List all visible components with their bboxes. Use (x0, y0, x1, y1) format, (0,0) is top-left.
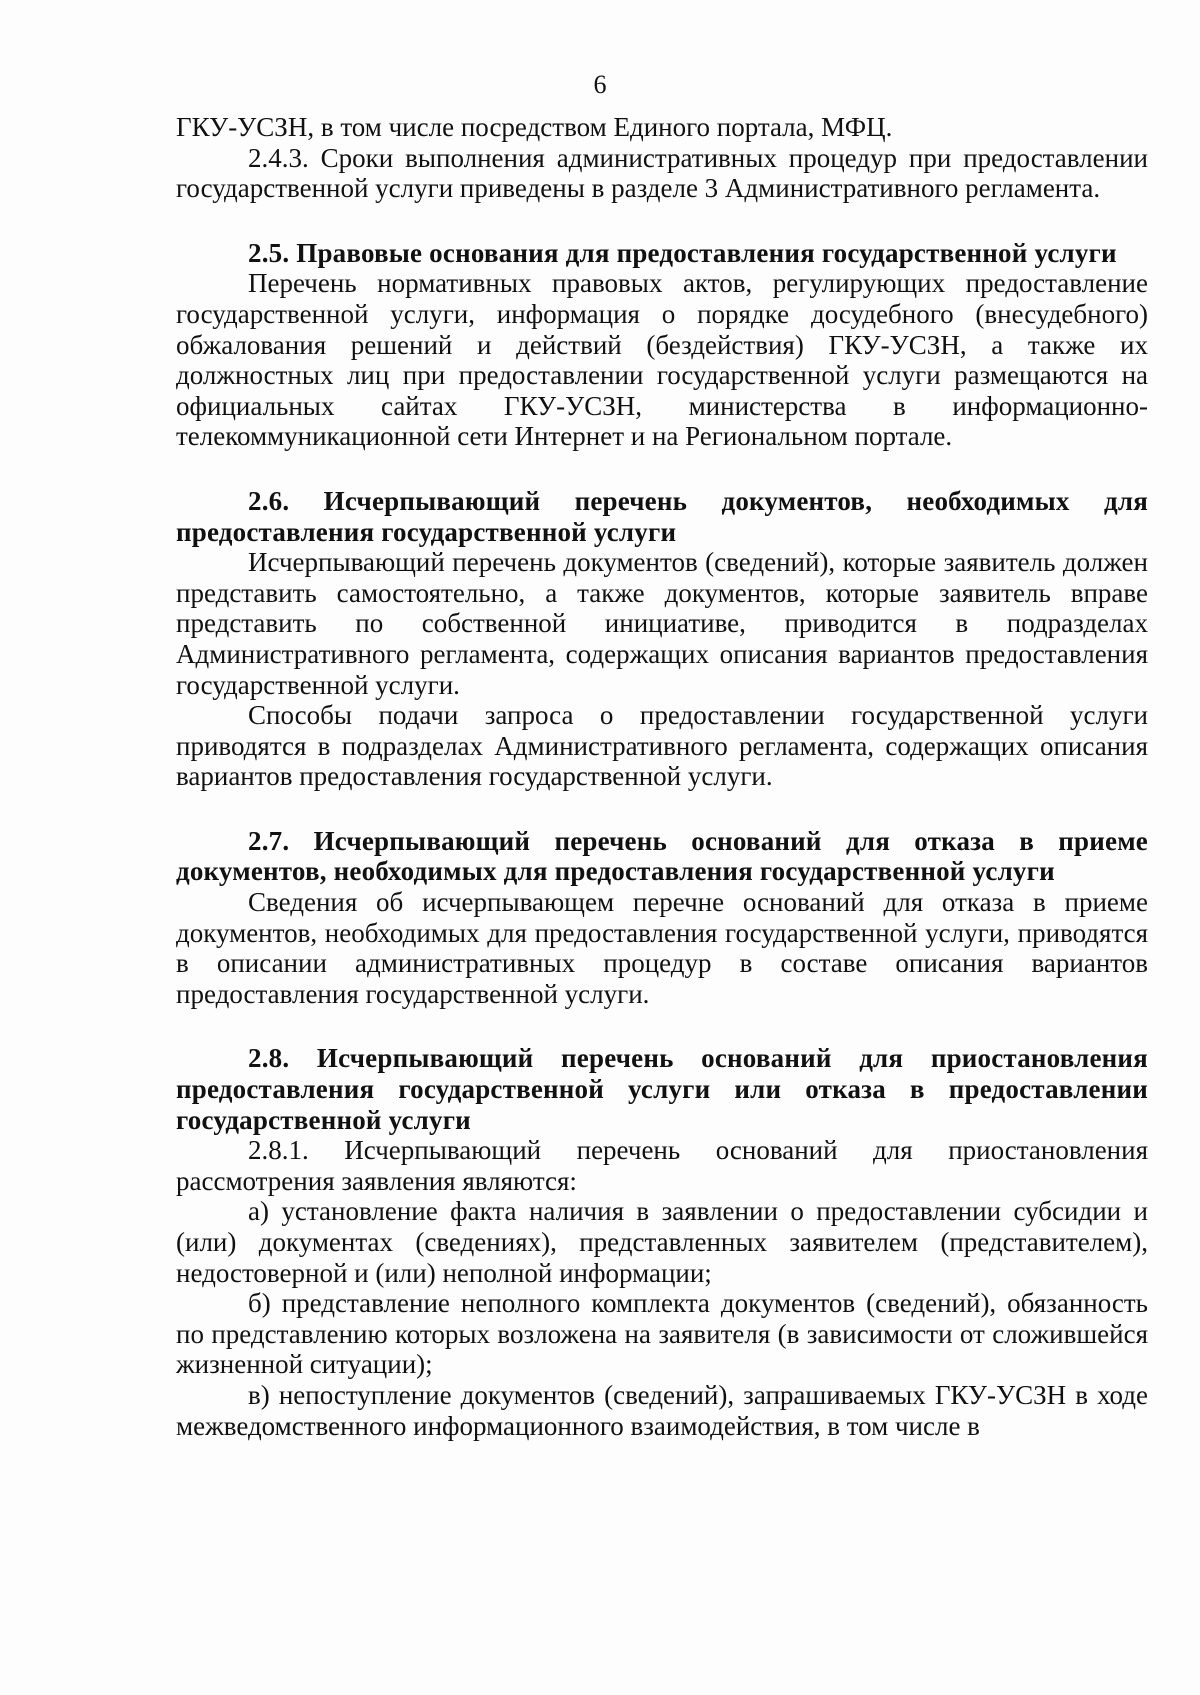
section-spacer (176, 1009, 1148, 1043)
section-spacer (176, 204, 1148, 238)
paragraph: а) установление факта наличия в заявлении о предоставлении субсидии и (или) документах (сведениях), представленных заявителем (представителем), недостоверной и (или) неполной информации; (176, 1196, 1148, 1288)
section-heading: 2.6. Исчерпывающий перечень документов, необходимых для предоставления государственной услуги (176, 485, 1148, 547)
paragraph: 2.8.1. Исчерпывающий перечень оснований для приостановления рассмотрения заявления являются: (176, 1135, 1148, 1196)
paragraph: б) представление неполного комплекта документов (сведений), обязанность по представлению которых возложена на заявителя (в зависимости от сложившейся жизненной ситуации); (176, 1288, 1148, 1380)
document-body (176, 112, 1148, 1441)
paragraph: ГКУ-УСЗН, в том числе посредством Единого портала, МФЦ. (176, 112, 893, 142)
section-heading: 2.8. Исчерпывающий перечень оснований для приостановления предоставления государственной услуги или отказа в предоставлении государственной услуги (176, 1043, 1148, 1135)
section-spacer (176, 792, 1148, 826)
paragraph: Способы подачи запроса о предоставлении государственной услуги приводятся в подразделах Административного регламента, содержащих описания вариантов предоставления государственной услуги. (176, 700, 1148, 792)
paragraph: 2.4.3. Сроки выполнения административных процедур при предоставлении государственной услуги приведены в разделе 3 Административного регламента. (176, 142, 1148, 204)
paragraph: в) непоступление документов (сведений), запрашиваемых ГКУ-УСЗН в ходе межведомственного информационного взаимодействия, в том числе в (176, 1379, 1148, 1441)
paragraph: Перечень нормативных правовых актов, регулирующих предоставление государственной услуги, информация о порядке досудебного (внесудебного) обжалования решений и действий (бездействия) ГКУ-УСЗН, а также их должностных лиц при предоставлении государственной услуги размещаются на официальных сайтах ГКУ-УСЗН, министерства в информационно-телекоммуникационной сети Интернет и на Региональном портале. (176, 268, 1148, 452)
paragraph: Исчерпывающий перечень документов (сведений), которые заявитель должен представить самостоятельно, а также документов, которые заявитель вправе представить по собственной инициативе, приводится в подразделах Административного регламента, содержащих описания вариантов предоставления государственной услуги. (176, 547, 1148, 700)
page-number: 6 (593, 70, 607, 99)
section-heading: 2.7. Исчерпывающий перечень оснований для отказа в приеме документов, необходимых для предоставления государственной услуги (176, 825, 1148, 887)
section-spacer (176, 452, 1148, 486)
paragraph: Сведения об исчерпывающем перечне оснований для отказа в приеме документов, необходимых для предоставления государственной услуги, приводятся в описании административных процедур в составе описания вариантов предоставления государственной услуги. (176, 887, 1148, 1009)
section-heading: 2.5. Правовые основания для предоставления государственной услуги (248, 237, 1117, 268)
